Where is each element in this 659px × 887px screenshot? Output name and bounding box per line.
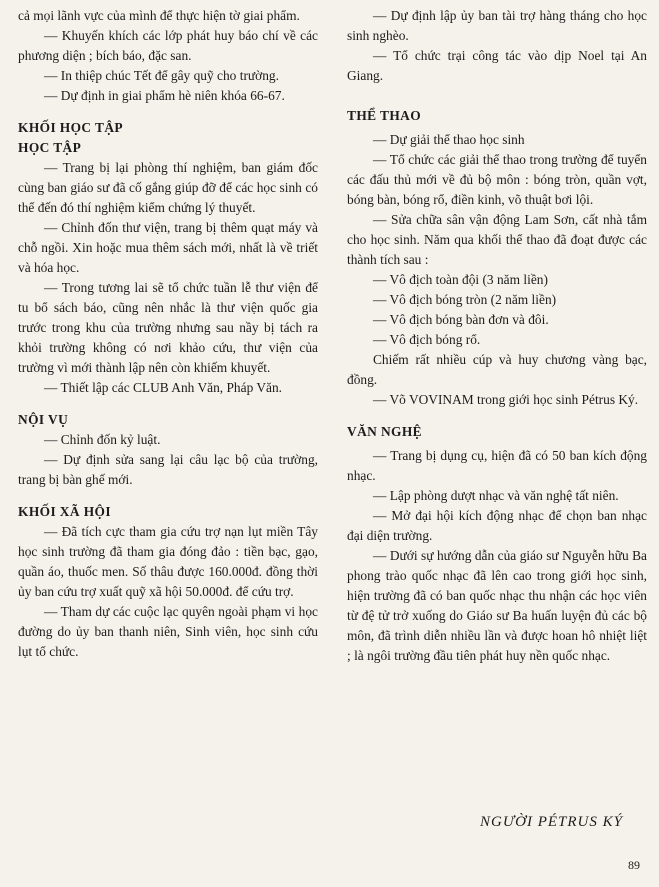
author-signature: NGƯỜI PÉTRUS KÝ (480, 814, 623, 830)
the-thao-item: — Tổ chức các giải thể thao trong trường để tuyển các đấu thủ mới về đủ bộ môn : bóng tròn, quần vợt, bóng bàn, bóng rổ, điền kinh, võ thuật bơi lội. (347, 152, 647, 207)
xa-hoi-item: — Tổ chức trại công tác vào dịp Noel tại An Giang. (347, 48, 647, 83)
van-nghe-item: — Mở đại hội kích động nhạc để chọn ban nhạc đại diện trường. (347, 508, 647, 543)
section-heading-khoi-hoc-tap: KHỐI HỌC TẬP (18, 120, 123, 135)
van-nghe-item: — Dưới sự hướng dẫn của giáo sư Nguyễn hữu Ba phong trào quốc nhạc đã lên cao trong giới học sinh, hiện trường đã có ban quốc nhạc thu nhận các học viên từ đệ tử trở xuống do Giáo sư Ba huấn luyện đủ các bộ môn, đã trình diễn nhiều lần và được hoan hô nhiệt liệt ; là ngôi trường đầu tiên phát huy nền quốc nhạc. (347, 548, 647, 663)
van-nghe-item: — Lập phòng dượt nhạc và văn nghệ tất niên. (373, 488, 619, 503)
hoc-tap-item: — Chỉnh đốn thư viện, trang bị thêm quạt máy và chỗ ngồi. Xin hoặc mua thêm sách mới, nhất là về triết và hóa học. (18, 220, 318, 275)
noi-vu-item: — Chỉnh đốn kỷ luật. (44, 432, 161, 447)
section-heading-noi-vu: NỘI VỤ (18, 412, 69, 427)
left-column (18, 6, 318, 662)
right-column (347, 6, 647, 666)
xa-hoi-item: — Tham dự các cuộc lạc quyên ngoài phạm vi học đường do ủy ban thanh niên, Sinh viên, học sinh cứu lụt tổ chức. (18, 604, 318, 659)
intro-continuation: cả mọi lãnh vực của mình để thực hiện tờ giai phẩm. (18, 8, 300, 23)
hoc-tap-item: — Trang bị lại phòng thí nghiệm, ban giám đốc cùng ban giáo sư đã cố gắng giúp đỡ để các học sinh có thể đến đó thí nghiệm kiểm chứng lý thuyết. (18, 160, 318, 215)
van-nghe-item: — Trang bị dụng cụ, hiện đã có 50 ban kích động nhạc. (347, 448, 647, 483)
section-heading-the-thao: THỂ THAO (347, 108, 422, 123)
achievement-item: — Vô địch toàn đội (3 năm liền) (373, 272, 548, 287)
xa-hoi-item: — Đã tích cực tham gia cứu trợ nạn lụt miền Tây học sinh trường đã tham gia đóng đảo : tiền bạc, gạo, quần áo, thuốc men. Số thâu được 160.000đ. đồng thời ủy ban cứu trợ xuất quỹ xã hội 50.000đ. để cứu trợ. (18, 524, 318, 599)
section-heading-hoc-tap: HỌC TẬP (18, 140, 82, 155)
noi-vu-item: — Dự định sửa sang lại câu lạc bộ của trường, trang bị bàn ghế mới. (18, 452, 318, 487)
intro-item: — Khuyến khích các lớp phát huy báo chí về các phương diện ; bích báo, đặc san. (18, 28, 318, 63)
xa-hoi-item: — Dự định lập ủy ban tài trợ hàng tháng cho học sinh nghèo. (347, 8, 647, 43)
intro-item: — In thiệp chúc Tết để gây quỹ cho trường. (44, 68, 279, 83)
section-heading-van-nghe: VĂN NGHỆ (347, 424, 422, 439)
page-number: 89 (628, 858, 640, 872)
the-thao-item: — Võ VOVINAM trong giới học sinh Pétrus Ký. (373, 392, 639, 407)
the-thao-item: — Dự giải thể thao học sinh (373, 132, 525, 147)
the-thao-item: — Sửa chữa sân vận động Lam Sơn, cất nhà tắm cho học sinh. Năm qua khối thể thao đã đoạt được các thành tích sau : (347, 212, 647, 267)
section-heading-khoi-xa-hoi: KHỐI XÃ HỘI (18, 504, 111, 519)
achievement-item: — Vô địch bóng tròn (2 năm liền) (373, 292, 557, 307)
hoc-tap-item: — Thiết lập các CLUB Anh Văn, Pháp Văn. (44, 380, 283, 395)
achievement-item: — Vô địch bóng rổ. (373, 332, 481, 347)
achievement-item: — Vô địch bóng bàn đơn và đôi. (373, 312, 549, 327)
hoc-tap-item: — Trong tương lai sẽ tổ chức tuần lễ thư viện để tu bổ sách báo, cũng nên nhắc là thư viện quốc gia trước trong khu của trường nhưng sau nầy bị tách ra khỏi trường không có nơi khảo cứu, thư viện của trường vì mới thành lập nên còn khiếm khuyết. (18, 280, 318, 375)
intro-item: — Dự định in giai phẩm hè niên khóa 66-67. (44, 88, 285, 103)
the-thao-item: Chiếm rất nhiều cúp và huy chương vàng bạc, đồng. (347, 352, 647, 387)
